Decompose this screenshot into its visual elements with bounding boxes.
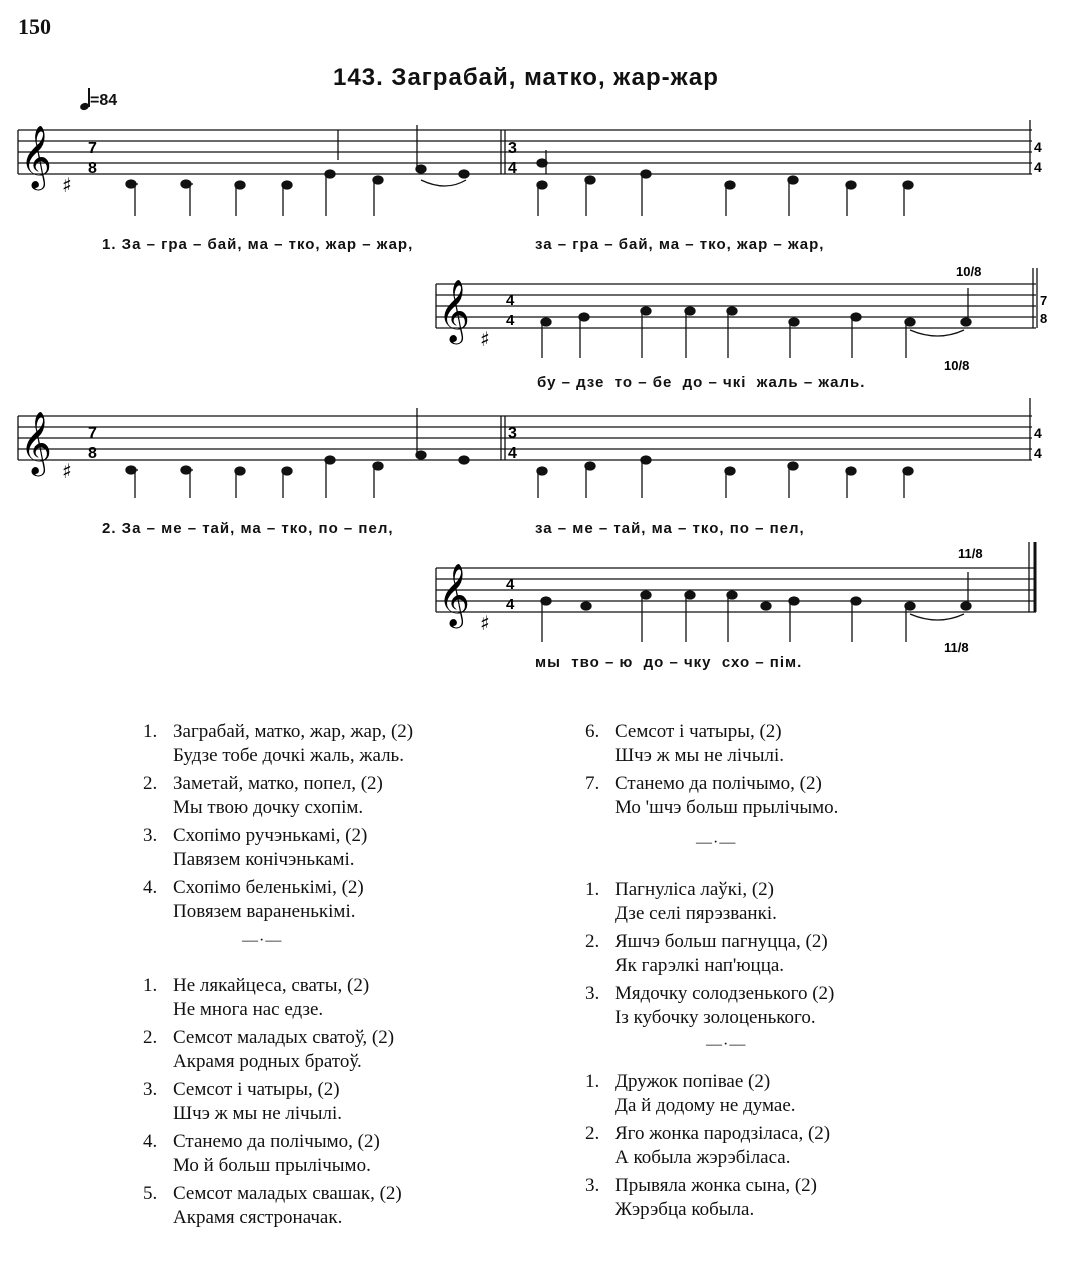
verse <box>585 1174 1025 1222</box>
verse <box>143 1078 563 1126</box>
verse <box>585 1122 1025 1170</box>
verse <box>143 720 563 768</box>
svg-text:8: 8 <box>1040 311 1048 326</box>
verse-line: Заграбай, матко, жар, жар, (2) <box>173 721 414 742</box>
sharp-icon: ♯ <box>480 611 490 635</box>
svg-text:3: 3 <box>508 425 517 442</box>
quarter-note-icon <box>80 88 90 110</box>
time-signature-7-8: 7 <box>88 140 97 157</box>
svg-text:4: 4 <box>506 292 515 309</box>
verse-line: Станемо да полічымо, (2) <box>615 773 822 794</box>
meter-mark-11-8-bottom: 11/8 <box>944 640 969 655</box>
verse-number: 6. <box>585 721 600 742</box>
verse-line: Акрамя родных братоў. <box>173 1051 362 1072</box>
verse <box>143 1182 563 1230</box>
svg-text:4: 4 <box>1034 425 1042 441</box>
verse-number: 1. <box>585 879 600 900</box>
verse-line: Як гарэлкі нап'юцца. <box>615 955 785 976</box>
song-title: 143. Заграбай, матко, жар-жар <box>333 64 719 91</box>
svg-text:4: 4 <box>506 576 515 593</box>
notes <box>126 125 913 216</box>
treble-clef-icon: 𝄞 <box>20 125 52 188</box>
verse-line: Акрамя сястроначак. <box>173 1207 343 1228</box>
sharp-icon: ♯ <box>62 459 72 483</box>
lyric-line-4: 2. За – ме – тай, ма – тко, по – пел, <box>102 520 394 537</box>
svg-text:7: 7 <box>88 425 97 442</box>
verses-left-group-1 <box>143 720 563 928</box>
verses-right-group-1 <box>585 720 1025 824</box>
verse-number: 1. <box>143 721 158 742</box>
meter-mark-11-8-top: 11/8 <box>958 546 983 561</box>
verse-number: 3. <box>143 825 158 846</box>
sharp-icon: ♯ <box>62 173 72 197</box>
verse <box>143 974 563 1022</box>
verses-left-group-2 <box>143 974 563 1234</box>
verse-line: Прывяла жонка сына, (2) <box>615 1175 818 1196</box>
verse <box>143 1130 563 1178</box>
verse-line: Семсот маладых свашак, (2) <box>173 1183 402 1204</box>
verse <box>585 982 1025 1030</box>
page-number: 150 <box>18 14 51 39</box>
svg-text:4: 4 <box>508 160 517 177</box>
lyric-line-6: мы тво – ю до – чку схо – пім. <box>535 654 803 671</box>
time-signature-3-4: 3 <box>508 140 517 157</box>
staff-lines <box>18 120 1032 174</box>
music-staff-2 <box>436 264 1048 378</box>
verse-line: Шчэ ж мы не лічылі. <box>173 1103 342 1124</box>
verse <box>585 772 1025 820</box>
verse-line: Дзе селі пярэзванкі. <box>615 903 777 924</box>
verse-line: Заметай, матко, попел, (2) <box>173 773 383 794</box>
verse <box>143 824 563 872</box>
verse-number: 7. <box>585 773 600 794</box>
svg-text:4: 4 <box>506 596 515 613</box>
verse <box>585 1070 1025 1118</box>
separator: —·— <box>706 1036 747 1053</box>
verse-line: Дружок попівае (2) <box>615 1071 771 1092</box>
verses-right-group-3 <box>585 1070 1025 1226</box>
verse-line: Шчэ ж мы не лічылі. <box>615 745 784 766</box>
verse-line: Семсот і чатыры, (2) <box>615 721 782 742</box>
verse-number: 5. <box>143 1183 158 1204</box>
verse-number: 2. <box>143 1027 158 1048</box>
music-staff-1 <box>18 120 1050 230</box>
verse-line: Да й додому не думае. <box>615 1095 796 1116</box>
lyric-line-3: бу – дзе то – бе до – чкі жаль – жаль. <box>537 374 866 391</box>
treble-clef-icon: 𝄞 <box>20 411 52 474</box>
verse-line: Жэрэбца кобыла. <box>615 1199 755 1220</box>
verse-line: Пагнуліса лаўкі, (2) <box>615 879 774 900</box>
verse-line: Мы твою дочку схопім. <box>173 797 364 818</box>
treble-clef-icon: 𝄞 <box>438 563 470 626</box>
verse <box>143 876 563 924</box>
verses-right-group-2 <box>585 878 1025 1034</box>
verse <box>143 1026 563 1074</box>
svg-text:4: 4 <box>1034 445 1042 461</box>
meter-mark-10-8-bottom: 10/8 <box>944 358 970 373</box>
meter-mark-10-8-top: 10/8 <box>956 264 982 279</box>
verse <box>585 878 1025 926</box>
tempo-marking <box>80 88 117 110</box>
verse-line: Яго жонка пародзіласа, (2) <box>615 1123 831 1144</box>
verse-number: 4. <box>143 1131 158 1152</box>
sharp-icon: ♯ <box>480 327 490 351</box>
verse-line: Станемо да полічымо, (2) <box>173 1131 380 1152</box>
separator: —·— <box>696 834 737 851</box>
svg-text:8: 8 <box>88 445 97 462</box>
treble-clef-icon: 𝄞 <box>438 279 470 342</box>
verse-number: 2. <box>143 773 158 794</box>
verse <box>585 930 1025 978</box>
verse-line: Не лякайцеса, сваты, (2) <box>173 975 370 996</box>
verse-number: 3. <box>143 1079 158 1100</box>
verse-number: 1. <box>585 1071 600 1092</box>
lyric-line-2: за – гра – бай, ма – тко, жар – жар, <box>535 236 825 253</box>
verse-line: Будзе тобе дочкі жаль, жаль. <box>173 745 404 766</box>
tempo-value: =84 <box>90 92 118 109</box>
verse-number: 3. <box>585 983 600 1004</box>
time-signature-4-4: 4 <box>1034 139 1042 155</box>
lyric-line-5: за – ме – тай, ма – тко, по – пел, <box>535 520 805 537</box>
svg-text:4: 4 <box>1034 159 1042 175</box>
separator: —·— <box>242 932 283 949</box>
verse-line: А кобыла жэрэбіласа. <box>615 1147 791 1168</box>
verse-line: Повязем вараненькімі. <box>173 901 356 922</box>
verse <box>143 772 563 820</box>
verse-number: 3. <box>585 1175 600 1196</box>
verse-line: Мо й больш прылічымо. <box>173 1155 371 1176</box>
svg-text:4: 4 <box>508 445 517 462</box>
verse-line: Павязем конічэнькамі. <box>173 849 355 870</box>
verse-line: Мо 'шчэ больш прылічымо. <box>615 797 839 818</box>
verse-number: 2. <box>585 931 600 952</box>
verse <box>585 720 1025 768</box>
verse-line: Не многа нас едзе. <box>173 999 324 1020</box>
verse-number: 4. <box>143 877 158 898</box>
time-signature-7-8: 7 <box>1040 293 1048 308</box>
svg-text:4: 4 <box>506 312 515 329</box>
verse-line: Семсот маладых сватоў, (2) <box>173 1027 395 1048</box>
music-staff-4 <box>436 546 1046 662</box>
verse-line: Із кубочку золоценького. <box>615 1007 816 1028</box>
svg-text:8: 8 <box>88 160 97 177</box>
verse-number: 1. <box>143 975 158 996</box>
verse-line: Схопімо беленькімі, (2) <box>173 877 364 898</box>
verse-number: 2. <box>585 1123 600 1144</box>
lyric-line-1: 1. За – гра – бай, ма – тко, жар – жар, <box>102 236 414 253</box>
verse-line: Мядочку солодзенького (2) <box>615 983 835 1004</box>
verse-line: Схопімо ручэнькамі, (2) <box>173 825 368 846</box>
music-staff-3 <box>18 398 1050 508</box>
verse-line: Семсот і чатыры, (2) <box>173 1079 340 1100</box>
verse-line: Яшчэ больш пагнуцца, (2) <box>615 931 828 952</box>
